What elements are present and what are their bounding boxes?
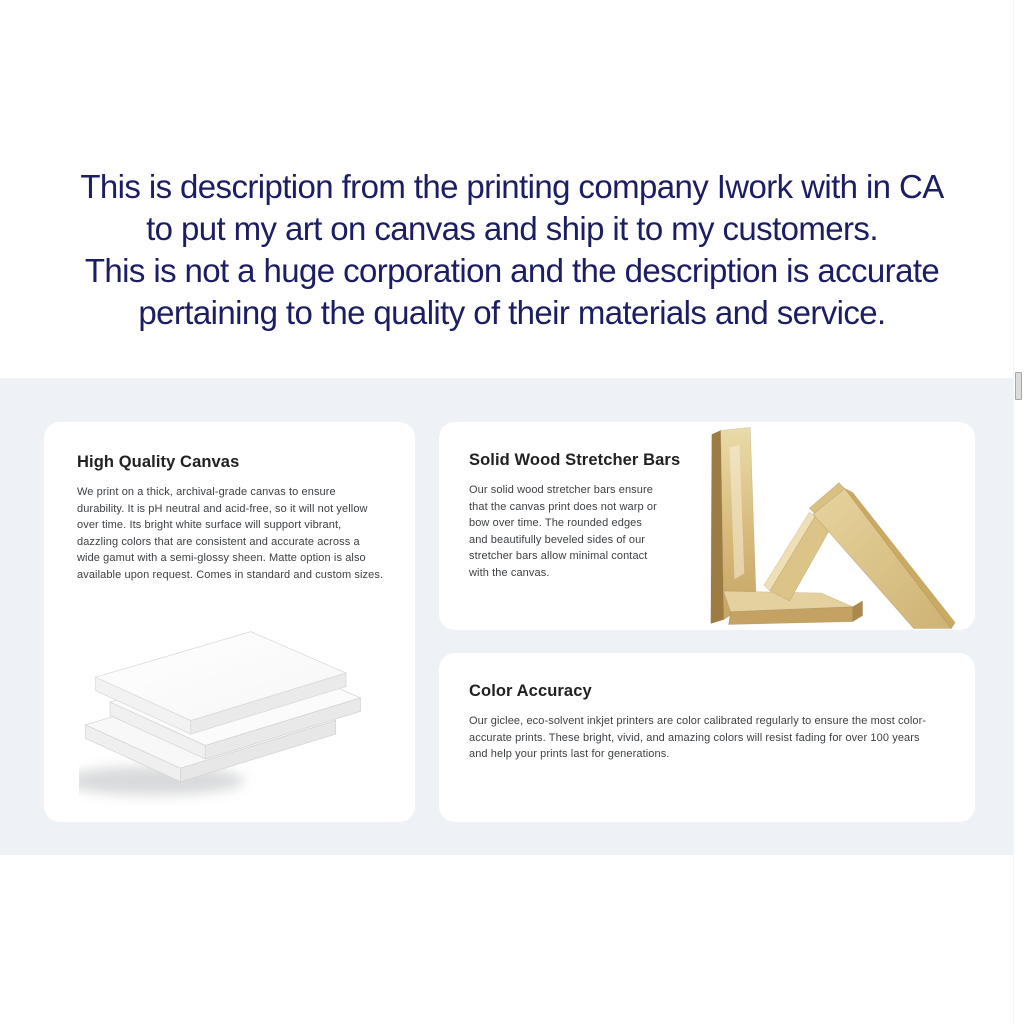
intro-line-3: This is not a huge corporation and the description is accurate	[84, 252, 940, 289]
card-title: Solid Wood Stretcher Bars	[469, 451, 681, 469]
scrollbar-track[interactable]	[1013, 0, 1024, 1024]
card-body: We print on a thick, archival-grade canvas to ensure durability. It is pH neutral and acid-free, so it will not yellow over time. Its bright white surface will support vibrant, dazzling colors that are consistent and accurate across a wide gamut with a semi-glossy sheen. Matte option is also available upon request. Comes in standard and custom sizes.	[77, 486, 384, 581]
card-color-accuracy	[439, 653, 975, 822]
intro-line-4: pertaining to the quality of their materials and service.	[138, 294, 886, 331]
card-title: Color Accuracy	[469, 682, 592, 700]
scrollbar-thumb[interactable]	[1015, 372, 1022, 400]
card-solid-wood-stretcher-bars	[439, 422, 975, 630]
features-section	[0, 378, 1013, 855]
card-high-quality-canvas	[44, 422, 415, 822]
card-body: Our giclee, eco-solvent inkjet printers are color calibrated regularly to ensure the most color-accurate prints. These bright, vivid, and amazing colors will resist fading for over 100 years and help your prints last for generations.	[469, 715, 927, 760]
intro-line-1: This is description from the printing company Iwork with in CA	[80, 168, 944, 205]
card-body: Our solid wood stretcher bars ensure that the canvas print does not warp or bow over time. The rounded edges and beautifully beveled sides of our stretcher bars allow minimal contact with the canvas.	[469, 484, 657, 579]
stacked-canvases-image	[79, 625, 374, 807]
intro-headline	[0, 166, 1024, 334]
card-title: High Quality Canvas	[77, 453, 240, 471]
stretcher-bars-image	[699, 424, 967, 630]
intro-line-2: to put my art on canvas and ship it to my customers.	[146, 210, 878, 247]
